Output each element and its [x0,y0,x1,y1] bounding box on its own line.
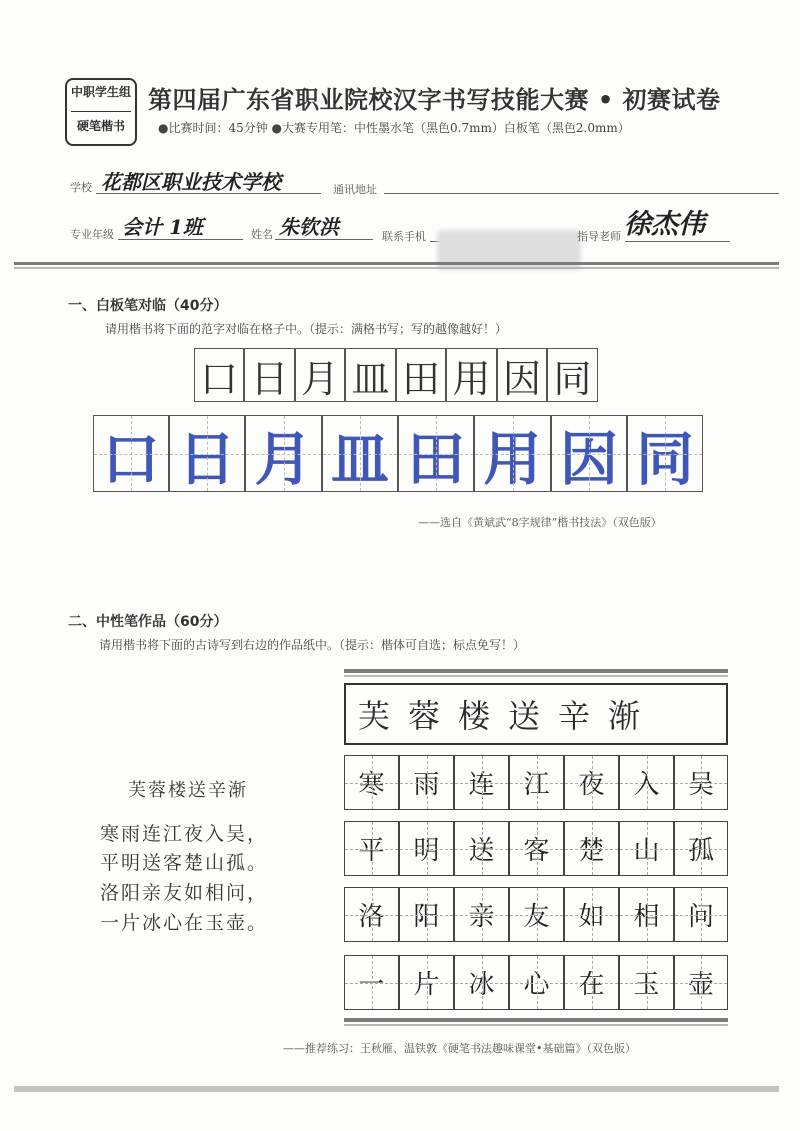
work-char: 夜 [564,755,619,810]
work-char: 明 [399,821,454,876]
poem-line: 寒雨连江夜入吴， [100,823,269,845]
work-char: 相 [619,887,674,942]
work-char: 一 [344,955,399,1010]
work-title-box: 芙蓉楼送辛渐 [344,683,728,745]
work-char: 心 [509,955,564,1010]
model-char: 因 [497,348,547,402]
work-char: 楚 [564,821,619,876]
category-badge [65,78,137,146]
work-char: 吴 [674,755,728,810]
school-value: 花都区职业技术学校 [101,170,281,194]
work-char: 入 [619,755,674,810]
written-char: 同 [627,415,703,492]
poem-title: 芙蓉楼送辛渐 [128,780,248,801]
model-char: 口 [194,348,244,402]
work-char: 冰 [454,955,509,1010]
work-char: 玉 [619,955,674,1010]
teacher-value: 徐杰伟 [624,209,705,240]
work-paper-top-rule-thin [344,675,728,677]
work-char: 友 [509,887,564,942]
work-char: 寒 [344,755,399,810]
work-char: 江 [509,755,564,810]
section1-instruction: 请用楷书将下面的范字对临在格子中。（提示：满格书写；写的越像越好！） [105,322,508,336]
name-value: 朱钦洪 [279,215,339,239]
model-char: 月 [295,348,345,402]
header-divider-thin [14,267,779,269]
header-divider [14,262,779,265]
work-char: 连 [454,755,509,810]
work-char: 雨 [399,755,454,810]
poem-line: 平明送客楚山孤。 [100,852,269,874]
work-char: 平 [344,821,399,876]
section2-heading: 二、中性笔作品（60分） [68,614,228,630]
work-char: 送 [454,821,509,876]
model-char: 皿 [345,348,396,402]
written-char: 皿 [322,415,398,492]
work-char: 山 [619,821,674,876]
work-char: 阳 [399,887,454,942]
written-char: 口 [93,415,169,492]
section2-instruction: 请用楷书将下面的古诗写到右边的作品纸中。（提示：楷体可自选；标点免写！） [99,638,526,652]
model-char: 田 [396,348,446,402]
poem-line: 洛阳亲友如相问， [100,882,269,904]
section1-heading: 一、白板笔对临（40分） [68,298,228,314]
badge-bottom-text: 硬笔楷书 [76,119,125,133]
work-char: 亲 [454,887,509,942]
written-char: 月 [245,415,322,492]
address-label: 通讯地址 [333,183,377,196]
work-paper-bottom-rule-thin [344,1024,728,1026]
model-char: 日 [244,348,295,402]
model-char: 用 [446,348,497,402]
written-char: 用 [474,415,551,492]
work-paper-bottom-rule [344,1018,728,1022]
work-char: 问 [674,887,728,942]
work-paper-top-rule [344,669,728,673]
school-label: 学校 [70,181,92,194]
written-char: 因 [551,415,627,492]
name-label: 姓名 [251,228,273,241]
teacher-field-line [625,241,730,242]
written-char: 田 [398,415,474,492]
model-char: 同 [547,348,598,402]
work-char: 如 [564,887,619,942]
section1-credit: ——选自《黄斌武“8字规律”楷书技法》（双色版） [418,516,662,529]
exam-info: ●比赛时间：45分钟 ●大赛专用笔：中性墨水笔（黑色0.7mm）白板笔（黑色2.0mm） [158,121,630,135]
page-title: 第四届广东省职业院校汉字书写技能大赛 • 初赛试卷 [148,86,721,114]
teacher-label: 指导老师 [577,230,621,243]
major-label: 专业年级 [70,228,114,241]
footer-divider [14,1086,779,1092]
written-char: 日 [169,415,245,492]
address-field-line[interactable] [384,193,779,194]
work-char: 壶 [674,955,728,1010]
badge-top-text: 中职学生组 [70,85,131,99]
major-value: 会计 1班 [122,215,203,239]
work-char: 在 [564,955,619,1010]
poem-line: 一片冰心在玉壶。 [100,912,269,934]
work-char: 洛 [344,887,399,942]
work-char: 孤 [674,821,728,876]
phone-label: 联系手机 [382,230,426,243]
section2-credit: ——推荐练习：王秋雁、温铁敦《硬笔书法趣味课堂•基础篇》（双色版） [283,1042,636,1055]
work-char: 片 [399,955,454,1010]
work-char: 客 [509,821,564,876]
